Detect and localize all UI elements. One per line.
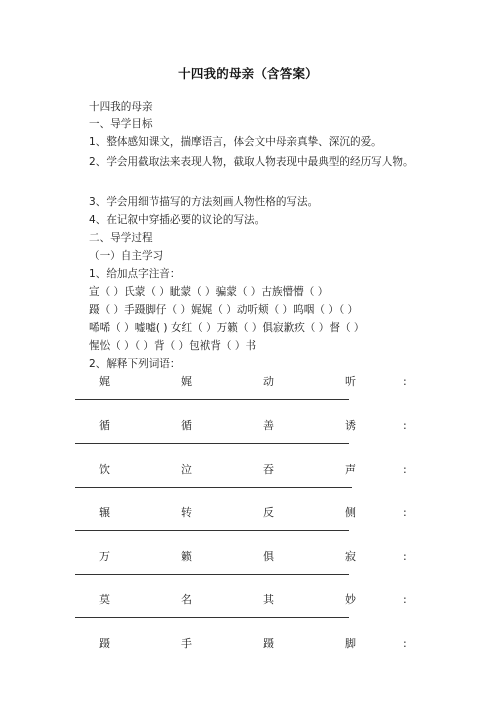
vocab-char: 辗 — [99, 506, 110, 519]
vocab-char: 籁 — [181, 550, 192, 563]
vocab-colon: : — [403, 375, 407, 388]
section-heading-process: 二、导学过程 — [89, 232, 153, 244]
answer-line — [75, 574, 349, 575]
exercise-heading-vocabulary: 2、解释下列词语： — [89, 358, 181, 370]
vocab-row — [99, 506, 407, 520]
answer-line — [75, 443, 349, 444]
vocab-colon: : — [403, 637, 407, 650]
answer-line — [75, 617, 349, 618]
vocab-colon: : — [403, 550, 407, 563]
vocab-char: 诱 — [345, 419, 356, 432]
exercise-heading-pinyin: 1、给加点字注音： — [89, 268, 181, 280]
vocab-char: 万 — [99, 550, 110, 563]
vocab-char: 娓 — [99, 375, 110, 388]
pinyin-line-3: 唏唏（ ）嘘嘘( ) 女红（ ）万籁（ ）俱寂歉疚（ ）督（ ） — [89, 322, 365, 334]
answer-line — [75, 487, 352, 488]
vocab-row — [99, 593, 407, 607]
goal-item-1: 1、整体感知课文，揣摩语言，体会文中母亲真挚、深沉的爱。 — [89, 136, 382, 148]
goal-item-2: 2、学会用截取法来表现人物，截取人物表现中最典型的经历写人物。 — [89, 156, 414, 168]
vocab-row — [99, 375, 407, 389]
section-heading-goals: 一、导学目标 — [89, 118, 153, 130]
vocab-char: 寂 — [345, 550, 356, 563]
vocab-row — [99, 463, 407, 477]
vocab-char: 名 — [181, 593, 192, 606]
lesson-heading: 十四我的母亲 — [89, 101, 153, 113]
vocab-row — [99, 419, 407, 433]
vocab-char: 娓 — [181, 375, 192, 388]
vocab-char: 善 — [263, 419, 274, 432]
answer-line — [75, 530, 349, 531]
vocab-char: 动 — [263, 375, 274, 388]
vocab-char: 转 — [181, 506, 192, 519]
vocab-char: 莫 — [99, 593, 110, 606]
vocab-row — [99, 550, 407, 564]
pinyin-line-1: 宣（ ）氏蒙（ ）眦蒙（ ）骗蒙（ ）古族懵懵（ ） — [89, 286, 329, 298]
vocab-char: 脚 — [345, 637, 356, 650]
pinyin-line-2: 蹑（ ）手蹑脚仔（ ）娓娓（ ）动听颊（ ）呜咽（ ）（ ） — [89, 304, 359, 316]
vocab-row — [99, 637, 407, 651]
document-title: 十四我的母亲（含答案） — [178, 66, 318, 81]
answer-line — [75, 399, 349, 400]
vocab-char: 侧 — [345, 506, 356, 519]
vocab-colon: : — [403, 506, 407, 519]
vocab-char: 其 — [263, 593, 274, 606]
vocab-char: 蹑 — [263, 637, 274, 650]
goal-item-4: 4、在记叙中穿插必要的议论的写法。 — [89, 214, 266, 226]
vocab-char: 反 — [263, 506, 274, 519]
vocab-colon: : — [403, 593, 407, 606]
vocab-char: 声 — [345, 463, 356, 476]
vocab-colon: : — [403, 463, 407, 476]
vocab-char: 俱 — [263, 550, 274, 563]
vocab-char: 手 — [181, 637, 192, 650]
vocab-char: 蹑 — [99, 637, 110, 650]
subsection-heading-self-study: （一）自主学习 — [89, 250, 164, 262]
vocab-char: 吞 — [263, 463, 274, 476]
goal-item-3: 3、学会用细节描写的方法刻画人物性格的写法。 — [89, 196, 319, 208]
vocab-char: 循 — [99, 419, 110, 432]
vocab-char: 听 — [345, 375, 356, 388]
vocab-char: 饮 — [99, 463, 110, 476]
vocab-char: 循 — [181, 419, 192, 432]
vocab-char: 泣 — [181, 463, 192, 476]
pinyin-line-4: 惺忪（ ）（ ）背（ ）包袱背（ ）书 — [89, 340, 257, 352]
vocab-colon: : — [403, 419, 407, 432]
vocab-char: 妙 — [345, 593, 356, 606]
